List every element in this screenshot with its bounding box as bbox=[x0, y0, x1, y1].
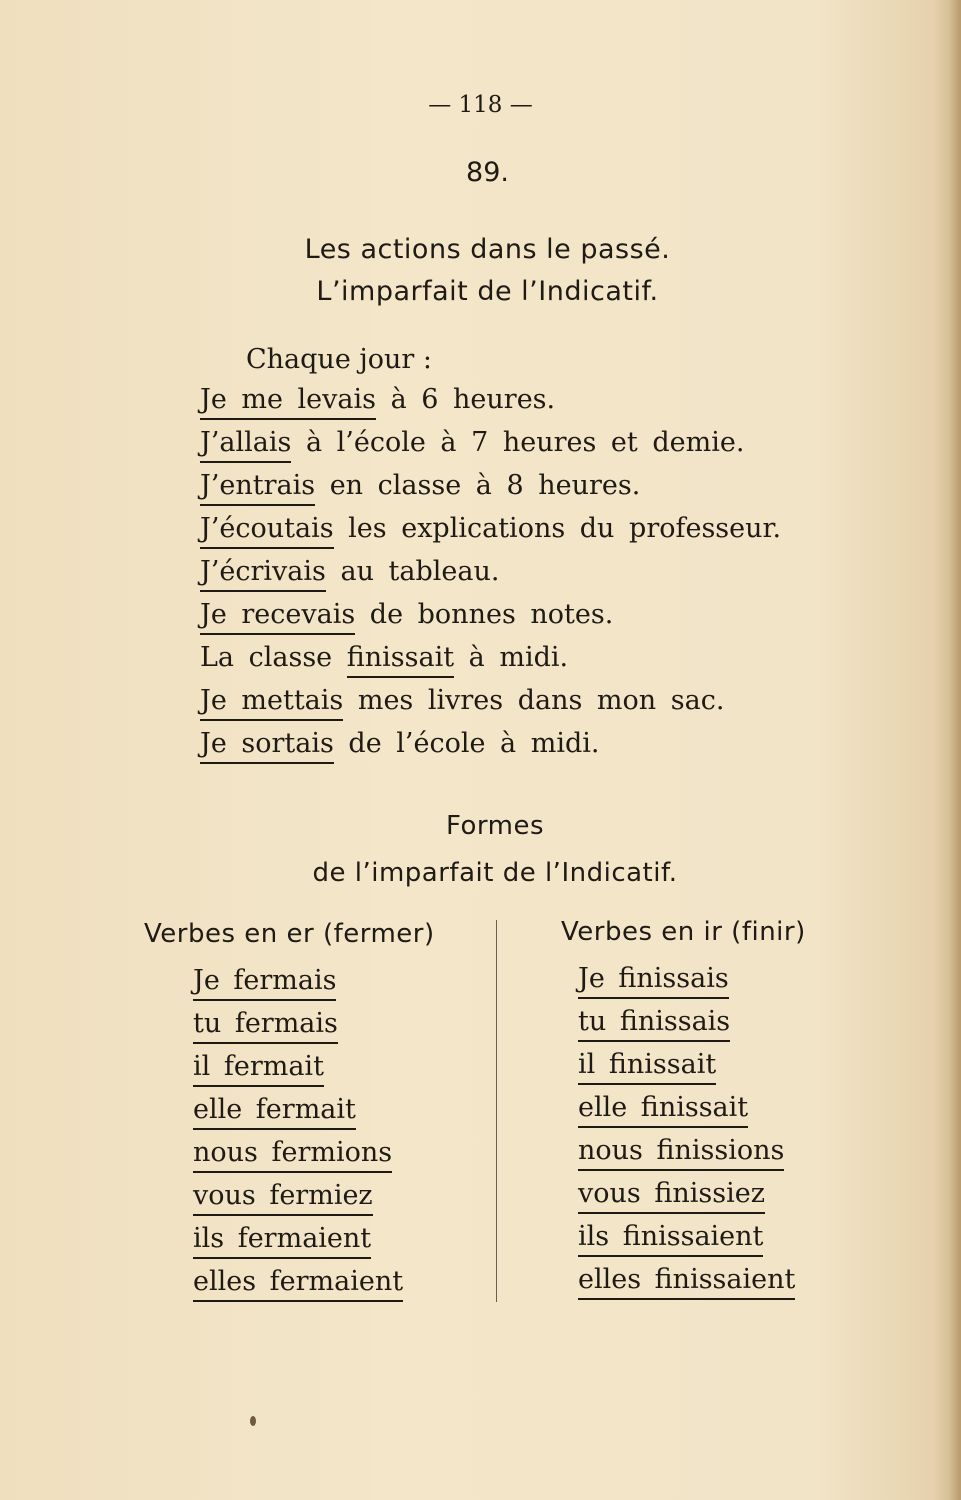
conjugated-form: elles finissaient bbox=[578, 1261, 795, 1300]
sentence bbox=[200, 467, 781, 510]
conjugated-form: ils finissaient bbox=[578, 1218, 763, 1257]
sentence-rest: à 6 heures. bbox=[376, 384, 556, 415]
conjugated-form: elles fermaient bbox=[193, 1263, 403, 1302]
sentence-rest: mes livres dans mon sac. bbox=[343, 685, 725, 716]
title-line-2: L’imparfait de l’Indicatif. bbox=[316, 276, 659, 307]
column-divider bbox=[496, 920, 497, 1302]
conjugation-item bbox=[578, 1089, 795, 1132]
sentence bbox=[200, 553, 781, 596]
conjugated-form: elle finissait bbox=[578, 1089, 748, 1128]
conjugation-item bbox=[578, 1132, 795, 1175]
sentence bbox=[200, 682, 781, 725]
conjugation-item bbox=[578, 1003, 795, 1046]
conjugation-item bbox=[578, 1218, 795, 1261]
conjugated-form: Je fermais bbox=[193, 962, 336, 1001]
sentence bbox=[200, 510, 781, 553]
conjugation-item bbox=[193, 1048, 403, 1091]
conjugation-item bbox=[193, 1263, 403, 1306]
conjugation-list-er bbox=[193, 962, 403, 1306]
conjugation-item bbox=[578, 1046, 795, 1089]
page-number: — 118 — bbox=[428, 92, 533, 118]
underlined-verb: J’écoutais bbox=[200, 510, 334, 549]
conjugated-form: nous fermions bbox=[193, 1134, 392, 1173]
intro-text: Chaque jour : bbox=[246, 344, 432, 375]
conjugation-item bbox=[578, 1175, 795, 1218]
ink-speck bbox=[250, 1416, 256, 1426]
column-title-ir: Verbes en ir (finir) bbox=[561, 917, 806, 947]
underlined-verb: J’écrivais bbox=[200, 553, 326, 592]
sentence bbox=[200, 596, 781, 639]
conjugation-item bbox=[193, 1005, 403, 1048]
conjugated-form: elle fermait bbox=[193, 1091, 356, 1130]
conjugated-form: il fermait bbox=[193, 1048, 324, 1087]
sentence-rest: en classe à 8 heures. bbox=[315, 470, 641, 501]
title-line-1: Les actions dans le passé. bbox=[304, 234, 671, 265]
sentence-rest: à midi. bbox=[454, 642, 569, 673]
sentence bbox=[200, 424, 781, 467]
conjugation-item bbox=[193, 962, 403, 1005]
conjugation-item bbox=[193, 1220, 403, 1263]
conjugation-list-ir bbox=[578, 960, 795, 1304]
conjugated-form: ils fermaient bbox=[193, 1220, 371, 1259]
sentence bbox=[200, 639, 781, 682]
sentence bbox=[200, 725, 781, 768]
underlined-verb: J’entrais bbox=[200, 467, 315, 506]
conjugated-form: vous fermiez bbox=[193, 1177, 373, 1216]
underlined-verb: Je me levais bbox=[200, 381, 376, 420]
underlined-verb: J’allais bbox=[200, 424, 291, 463]
sentence-rest: de bonnes notes. bbox=[355, 599, 614, 630]
sentence-rest: de l’école à midi. bbox=[333, 728, 600, 759]
sentence-subject: La classe bbox=[200, 642, 347, 673]
conjugation-item bbox=[578, 1261, 795, 1304]
lesson-number: 89. bbox=[466, 157, 509, 188]
underlined-verb: Je mettais bbox=[200, 682, 343, 721]
example-sentences bbox=[200, 381, 781, 768]
underlined-verb: Je sortais bbox=[200, 725, 334, 764]
conjugated-form: vous finissiez bbox=[578, 1175, 765, 1214]
underlined-verb: finissait bbox=[347, 639, 454, 678]
conjugation-item bbox=[193, 1134, 403, 1177]
conjugation-item bbox=[193, 1091, 403, 1134]
conjugation-item bbox=[578, 960, 795, 1003]
sentence-rest: à l’école à 7 heures et demie. bbox=[291, 427, 745, 458]
sentence-rest: au tableau. bbox=[325, 556, 500, 587]
conjugated-form: tu fermais bbox=[193, 1005, 338, 1044]
conjugated-form: tu finissais bbox=[578, 1003, 730, 1042]
column-title-er: Verbes en er (fermer) bbox=[144, 919, 435, 949]
conjugation-item bbox=[193, 1177, 403, 1220]
forms-heading-2: de l’imparfait de l’Indicatif. bbox=[312, 858, 678, 888]
conjugated-form: nous finissions bbox=[578, 1132, 784, 1171]
sentence-rest: les explications du professeur. bbox=[333, 513, 782, 544]
forms-heading-1: Formes bbox=[445, 811, 545, 841]
conjugated-form: il finissait bbox=[578, 1046, 716, 1085]
underlined-verb: Je recevais bbox=[200, 596, 355, 635]
conjugated-form: Je finissais bbox=[578, 960, 729, 999]
sentence bbox=[200, 381, 781, 424]
page-edge bbox=[947, 0, 961, 1500]
